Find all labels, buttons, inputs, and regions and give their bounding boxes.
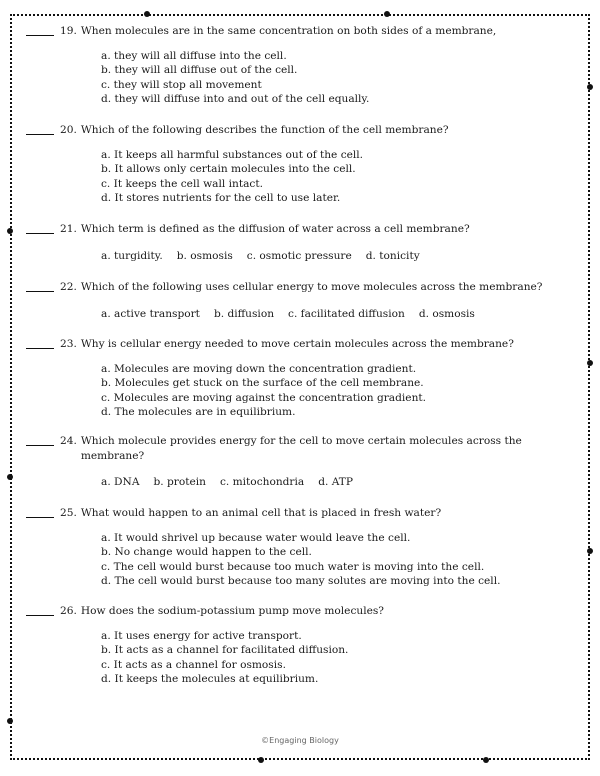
option: d. The cell would burst because too many solutes are moving into the cell. [101,575,501,587]
copyright-footer: ©Engaging Biology [261,736,339,745]
options [101,362,556,420]
answer-blank[interactable] [26,280,54,292]
border-dot [7,718,13,724]
options [101,148,556,206]
options [101,475,556,490]
option: d. tonicity [365,249,420,262]
question-text: When molecules are in the same concentration on both sides of a membrane, [80,25,497,37]
border-dot [384,11,390,17]
question-25 [26,506,556,589]
question-number: 19. [60,25,77,37]
question-text: What would happen to an animal cell that is placed in fresh water? [80,507,442,519]
border-dot [144,11,150,17]
option: b. No change would happen to the cell. [101,546,312,558]
answer-blank[interactable] [26,222,54,234]
question-number: 23. [60,338,77,350]
option: a. turgidity. [101,249,163,262]
question-text: How does the sodium-potassium pump move molecules? [80,605,384,617]
question-number: 20. [60,124,77,136]
options [101,249,556,264]
option: c. they will stop all movement [101,78,262,91]
option: c. facilitated diffusion [288,307,405,320]
border-left [10,14,12,760]
border-right [588,14,590,760]
question-20 [26,123,556,206]
border-top [10,14,590,16]
option: b. protein [153,476,206,488]
option: a. active transport [101,307,200,320]
question-number: 24. [60,435,77,447]
option: b. It acts as a channel for facilitated diffusion. [101,644,349,656]
border-dot [7,474,13,480]
answer-blank[interactable] [26,506,54,518]
answer-blank[interactable] [26,604,54,616]
options [101,49,556,107]
border-dot [587,84,593,90]
answer-blank[interactable] [26,123,54,135]
option: c. It keeps the cell wall intact. [101,177,263,190]
option: a. It would shrivel up because water would leave the cell. [101,531,411,544]
question-text: Which of the following describes the function of the cell membrane? [80,124,449,136]
options [101,629,556,687]
question-number: 21. [60,223,77,235]
option: a. Molecules are moving down the concentration gradient. [101,362,417,375]
answer-blank[interactable] [26,24,54,36]
options [101,531,556,589]
border-dot [587,360,593,366]
option: d. they will diffuse into and out of the cell equally. [101,93,370,105]
option: d. The molecules are in equilibrium. [101,406,296,418]
option: d. It keeps the molecules at equilibrium. [101,673,319,685]
option: c. mitochondria [219,476,305,488]
question-23 [26,337,556,420]
border-bottom [10,758,590,760]
question-text: Which term is defined as the diffusion of water across a cell membrane? [80,223,470,235]
question-number: 26. [60,605,77,617]
question-19 [26,24,556,107]
option: a. It keeps all harmful substances out of the cell. [101,148,364,161]
option: b. osmosis [176,249,233,262]
option: d. It stores nutrients for the cell to use later. [101,192,341,204]
question-26 [26,604,556,687]
option: a. DNA [101,476,140,488]
option: a. It uses energy for active transport. [101,629,302,642]
question-text: Which of the following uses cellular energy to move molecules across the membrane? [80,281,543,293]
option: c. It acts as a channel for osmosis. [101,658,286,671]
question-number: 22. [60,281,77,293]
option: b. Molecules get stuck on the surface of the cell membrane. [101,377,424,389]
question-24 [26,434,556,490]
question-number: 25. [60,507,77,519]
border-dot [483,757,489,763]
answer-blank[interactable] [26,434,54,446]
question-text: Which molecule provides energy for the cell to move certain molecules across the membrane? [80,435,522,462]
option: a. they will all diffuse into the cell. [101,49,287,62]
question-text: Why is cellular energy needed to move certain molecules across the membrane? [80,338,514,350]
question-21 [26,222,556,263]
answer-blank[interactable] [26,337,54,349]
question-22 [26,280,556,321]
option: c. Molecules are moving against the concentration gradient. [101,391,427,404]
option: c. The cell would burst because too much water is moving into the cell. [101,560,485,573]
option: d. osmosis [418,307,475,320]
border-dot [258,757,264,763]
option: b. It allows only certain molecules into the cell. [101,163,356,175]
border-dot [587,548,593,554]
option: d. ATP [318,476,353,488]
option: b. diffusion [213,307,275,320]
option: c. osmotic pressure [246,249,352,262]
option: b. they will all diffuse out of the cell. [101,64,298,76]
border-dot [7,228,13,234]
options [101,307,556,322]
